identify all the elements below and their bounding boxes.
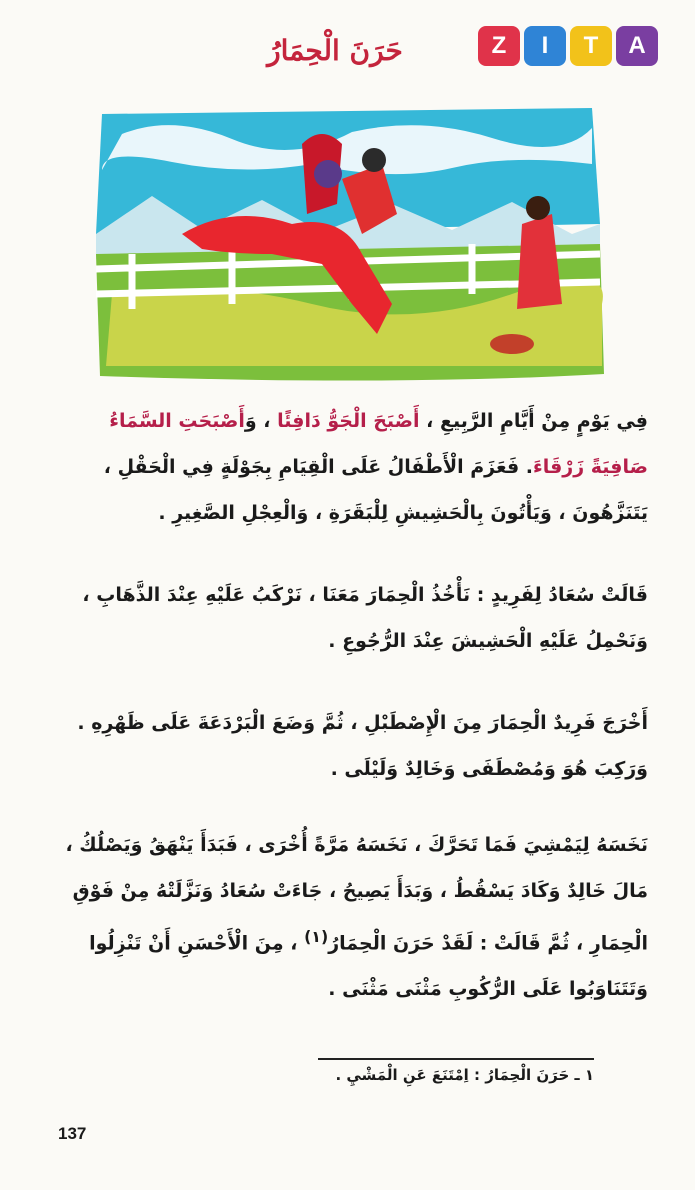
logo-letter-z: Z	[478, 26, 520, 66]
paragraph-3: أَخْرَجَ فَرِيدٌ الْحِمَارَ مِنَ الْإِصْطَبْلِ ، ثُمَّ وَضَعَ الْبَرْدَعَةَ عَلَى ظَهْرِهِ . وَرَكِبَ هُوَ وَمُصْطَفَى وَخَالِدٌ وَلَيْلَى .	[77, 712, 648, 780]
p4-text-end: ، مِنَ الْأَحْسَنِ أَنْ تَنْزِلُوا وَتَتَنَاوَبُوا عَلَى الرُّكُوبِ مَثْنَى مَثْنَى .	[89, 932, 648, 1001]
p1-text-start: فِي يَوْمٍ مِنْ أَيَّامِ الرَّبِيعِ ،	[419, 410, 648, 432]
footnote-divider	[318, 1058, 594, 1060]
footnote-marker: (١)	[304, 927, 329, 946]
logo-letter-a: A	[616, 26, 658, 66]
page-number: 137	[58, 1124, 87, 1143]
footnote: ١ ـ حَرَنَ الْحِمَارُ : اِمْتَنَعَ عَنِ الْمَشْيِ .	[335, 1066, 594, 1084]
p1-text-end: . فَعَزَمَ الْأَطْفَالُ عَلَى الْقِيَامِ بِجَوْلَةٍ فِي الْحَقْلِ ، يَتَنَزَّهُونَ ، وَيَأْتُونَ بِالْحَشِيشِ لِلْبَقَرَةِ ، وَالْعِجْلِ الصَّغِيرِ .	[103, 456, 648, 524]
zita-logo	[478, 26, 658, 66]
story-illustration	[92, 104, 606, 384]
page-title: حَرَنَ الْحِمَارُ	[267, 34, 403, 67]
p1-highlight-warm: أَصْبَحَ الْجَوُّ دَافِئًا	[277, 410, 420, 432]
paragraph-1	[48, 398, 648, 536]
paragraph-4	[48, 822, 648, 1012]
logo-letter-t: T	[570, 26, 612, 66]
p1-text-mid: ، وَ	[244, 410, 278, 432]
logo-letter-i: I	[524, 26, 566, 66]
p4-text-start: نَخَسَهُ لِيَمْشِيَ فَمَا تَحَرَّكَ ، نَخَسَهُ مَرَّةً أُخْرَى ، فَبَدَأَ يَنْهَقُ وَيَصْلُكُ ، مَالَ خَالِدٌ وَكَادَ يَسْقُطُ ، وَبَدَأَ يَصِيحُ ، جَاءَتْ سُعَادُ وَنَزَّلَتْهُ مِنْ فَوْقِ الْحِمَارِ ، ثُمَّ قَالَتْ : لَقَدْ	[65, 834, 648, 955]
p1-highlight-sky: أَصْبَحَتِ السَّمَاءُ صَافِيَةً زَرْقَاءَ	[109, 410, 648, 478]
p4-bold-phrase: حَرَنَ الْحِمَارُ	[328, 932, 435, 955]
paragraph-2: قَالَتْ سُعَادُ لِفَرِيدٍ : نَأْخُذُ الْحِمَارَ مَعَنَا ، نَرْكَبُ عَلَيْهِ عِنْدَ الذَّهَابِ ، وَنَحْمِلُ عَلَيْهِ الْحَشِيشَ عِنْدَ الرُّجُوعِ .	[82, 584, 648, 652]
